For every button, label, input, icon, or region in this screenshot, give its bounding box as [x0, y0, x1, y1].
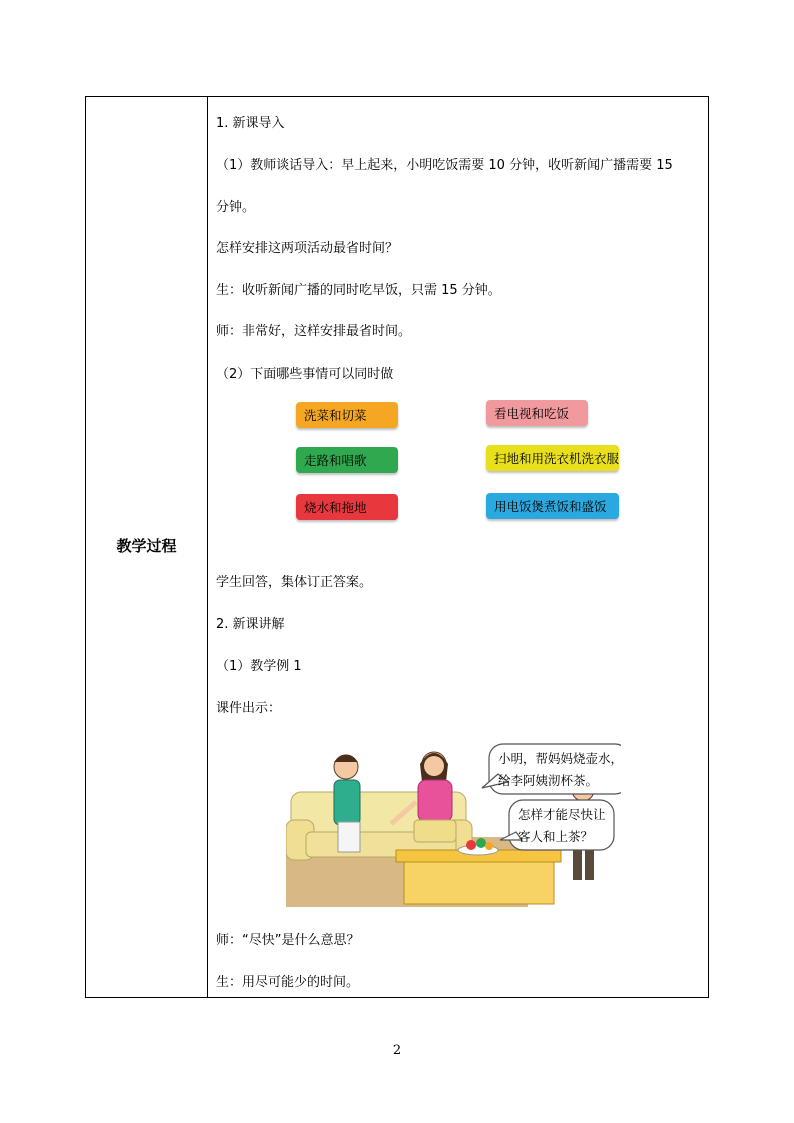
bubble-boy-text: 怎样才能尽快让 客人和上茶？: [518, 807, 606, 844]
activity-wash-cut: 洗菜和切菜: [296, 402, 398, 428]
task-2: （2）下面哪些事情可以同时做: [216, 367, 394, 382]
activity-walk-sing: 走路和唱歌: [296, 447, 398, 473]
courseware-show: 课件出示：: [216, 701, 282, 716]
teacher-intro-cont: 分钟。: [216, 200, 256, 215]
lesson-table: [85, 96, 709, 998]
example-1: （1）教学例 1: [216, 659, 302, 674]
page-number: 2: [392, 1043, 402, 1058]
question: 怎样安排这两项活动最省时间？: [216, 241, 399, 256]
column-divider: [207, 97, 208, 997]
teacher-question: 师：“尽快”是什么意思？: [216, 933, 360, 948]
teacher-praise: 师：非常好，这样安排最省时间。: [216, 324, 412, 339]
students-answer: 学生回答，集体订正答案。: [216, 575, 373, 590]
student-reply: 生：用尽可能少的时间。: [216, 975, 360, 990]
activity-cook-serve: 用电饭煲煮饭和盛饭: [486, 493, 619, 519]
student-answer: 生：收听新闻广播的同时吃早饭，只需 15 分钟。: [216, 283, 501, 298]
activity-sweep-laundry: 扫地和用洗衣机洗衣服: [486, 445, 619, 471]
activity-tv-eat: 看电视和吃饭: [486, 400, 588, 426]
heading-new-lesson: 2. 新课讲解: [216, 617, 285, 632]
teacher-intro: （1）教师谈话导入：早上起来，小明吃饭需要 10 分钟，收听新闻广播需要 15: [216, 158, 673, 173]
row-label: 教学过程: [116, 537, 177, 555]
heading-intro: 1. 新课导入: [216, 116, 285, 131]
bubble-mom-text: 小明，帮妈妈烧壶水， 给李阿姨沏杯茶。: [498, 751, 624, 788]
activity-boil-mop: 烧水和拖地: [296, 494, 398, 520]
